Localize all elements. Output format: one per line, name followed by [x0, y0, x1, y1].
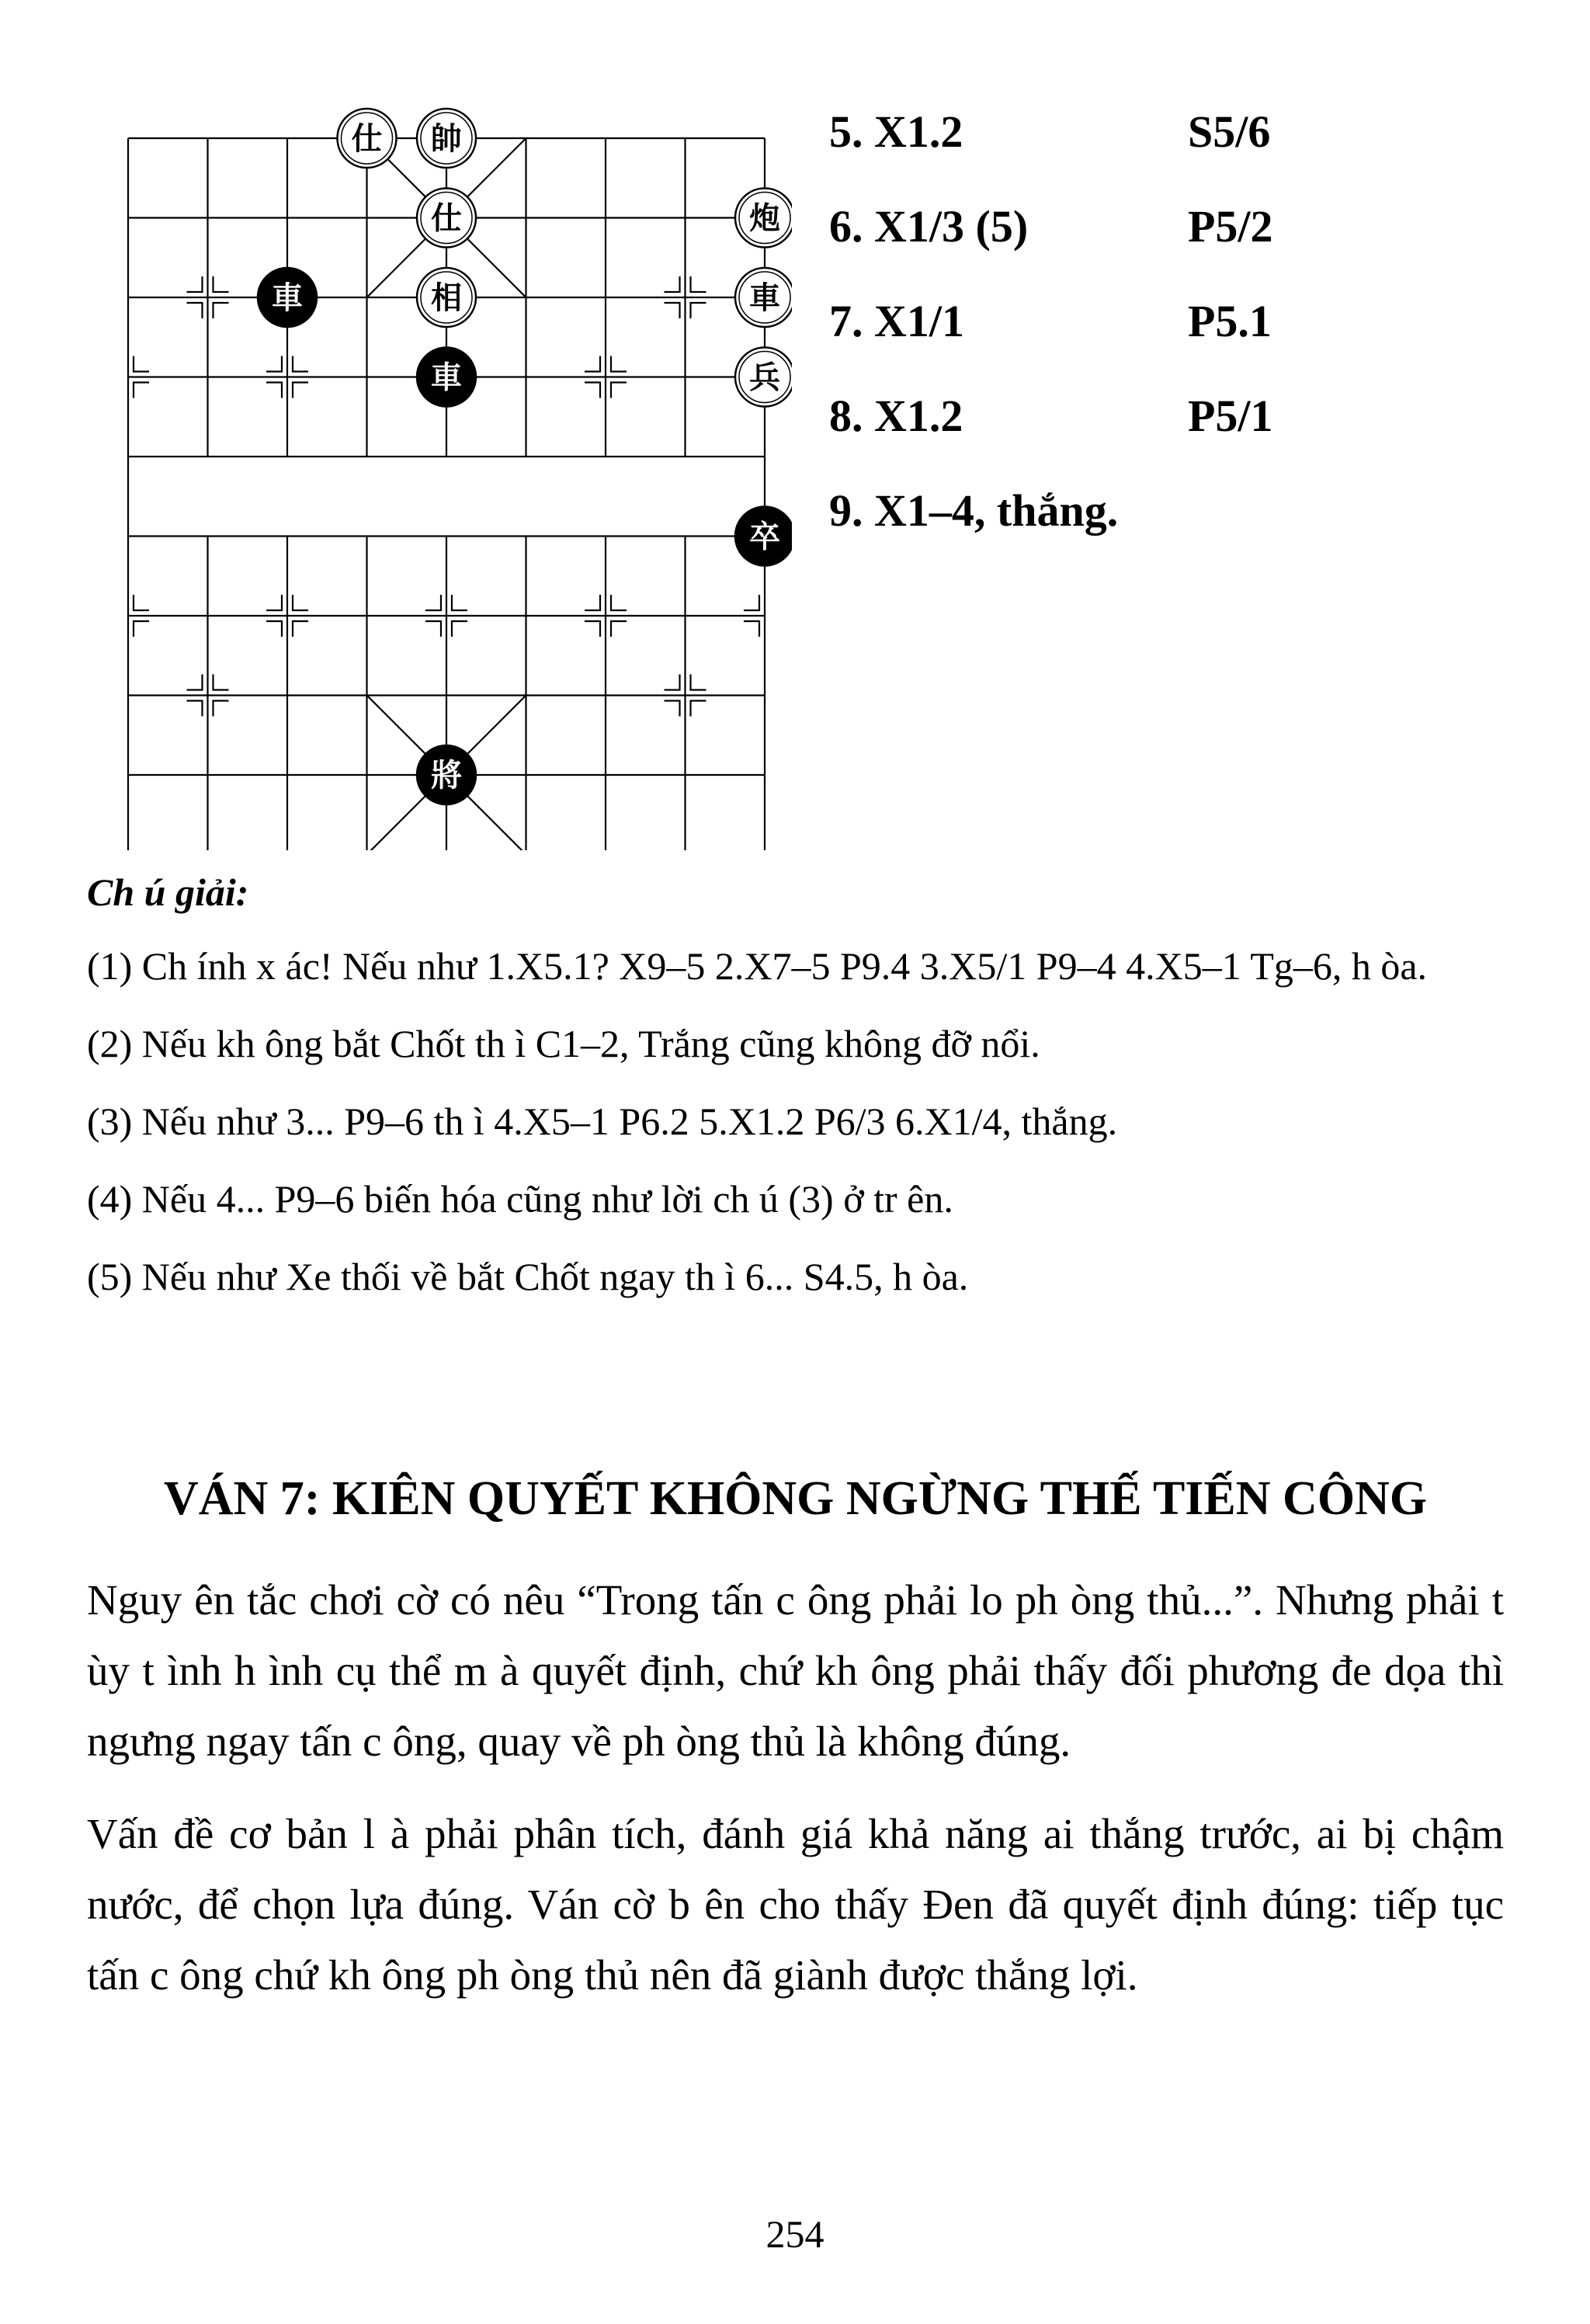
position-marker: [691, 675, 706, 690]
position-marker: [293, 621, 308, 637]
red-move: 5. X1.2: [829, 106, 963, 157]
move-row: [829, 385, 1528, 480]
position-marker: [293, 383, 308, 398]
position-marker: [187, 675, 203, 690]
piece-glyph: 車: [431, 360, 462, 396]
position-marker: [691, 701, 706, 717]
red-move: 9. X1–4, thắng.: [829, 485, 1119, 536]
xiangqi-board: [116, 101, 792, 850]
piece-glyph: 相: [431, 280, 462, 316]
notes-list: [87, 940, 1504, 1328]
body-text: [87, 1565, 1504, 2032]
position-marker: [187, 701, 203, 717]
position-marker: [266, 621, 282, 637]
position-marker: [134, 356, 149, 372]
position-marker: [293, 356, 308, 372]
position-marker: [665, 675, 680, 690]
position-marker: [214, 675, 229, 690]
piece-glyph: 兵: [749, 360, 780, 396]
position-marker: [585, 356, 600, 372]
position-marker: [611, 356, 627, 372]
position-marker: [585, 621, 600, 637]
move-row: [829, 480, 1528, 575]
position-marker: [293, 595, 308, 610]
position-marker: [585, 383, 600, 398]
position-marker: [214, 701, 229, 717]
move-row: [829, 196, 1528, 290]
position-marker: [266, 383, 282, 398]
position-marker: [187, 276, 203, 292]
position-marker: [134, 595, 149, 610]
black-move: P5.1: [1188, 296, 1272, 346]
position-marker: [691, 303, 706, 318]
position-marker: [665, 303, 680, 318]
piece-glyph: 車: [749, 280, 780, 316]
position-marker: [187, 303, 203, 318]
position-marker: [214, 276, 229, 292]
position-marker: [266, 356, 282, 372]
position-marker: [744, 595, 759, 610]
paragraph: Vấn đề cơ bản l à phải phân tích, đánh giá khả năng ai thắng trước, ai bị chậm nước, để chọn lựa đúng. Ván cờ b ên cho thấy Đen đã quyết định đúng: tiếp tục tấn c ông chứ kh ông ph òng thủ nên đã giành được thắng lợi.: [87, 1810, 1504, 1999]
move-row: [829, 101, 1528, 196]
position-marker: [691, 276, 706, 292]
page-number: 254: [765, 2212, 825, 2256]
note-item: (3) Nếu như 3... P9–6 th ì 4.X5–1 P6.2 5.X1.2 P6/3 6.X1/4, thắng.: [87, 1099, 1118, 1143]
piece-glyph: 炮: [749, 200, 780, 237]
red-move: 6. X1/3 (5): [829, 201, 1029, 252]
note-item: (4) Nếu 4... P9–6 biến hóa cũng như lời ch ú (3) ở tr ên.: [87, 1177, 953, 1221]
position-marker: [266, 595, 282, 610]
note-item: (5) Nếu như Xe thối về bắt Chốt ngay th ì 6... S4.5, h òa.: [87, 1255, 969, 1298]
position-marker: [134, 383, 149, 398]
position-marker: [611, 383, 627, 398]
move-row: [829, 290, 1528, 385]
position-marker: [425, 621, 441, 637]
piece-glyph: 仕: [351, 121, 383, 157]
position-marker: [134, 621, 149, 637]
black-move: P5/1: [1188, 391, 1273, 441]
position-marker: [452, 595, 467, 610]
position-marker: [611, 621, 627, 637]
position-marker: [452, 621, 467, 637]
note-item: (2) Nếu kh ông bắt Chốt th ì C1–2, Trắng cũng không đỡ nổi.: [87, 1022, 1040, 1065]
notes-title: Ch ú giải:: [87, 870, 249, 914]
position-marker: [665, 276, 680, 292]
piece-glyph: 帥: [431, 121, 462, 157]
move-list: [829, 101, 1528, 575]
piece-glyph: 卒: [749, 519, 780, 555]
position-marker: [744, 621, 759, 637]
piece-glyph: 車: [272, 280, 303, 316]
position-marker: [585, 595, 600, 610]
piece-glyph: 仕: [431, 200, 462, 237]
section-heading: VÁN 7: KIÊN QUYẾT KHÔNG NGỪNG THẾ TIẾN CÔNG: [163, 1472, 1428, 1525]
red-move: 8. X1.2: [829, 391, 963, 441]
black-move: P5/2: [1188, 201, 1273, 252]
position-marker: [665, 701, 680, 717]
red-move: 7. X1/1: [829, 296, 964, 346]
xiangqi-board-diagram: [116, 101, 792, 850]
position-marker: [214, 303, 229, 318]
paragraph: Nguy ên tắc chơi cờ có nêu “Trong tấn c ông phải lo ph òng thủ...”. Nhưng phải t ùy t ình h ình cụ thể m à quyết định, chứ kh ông phải thấy đối phương đe dọa thì ngưng ngay tấn c ông, quay về ph òng thủ là không đúng.: [87, 1576, 1504, 1765]
position-marker: [611, 595, 627, 610]
piece-glyph: 將: [431, 758, 462, 794]
position-marker: [425, 595, 441, 610]
black-move: S5/6: [1188, 106, 1271, 157]
note-item: (1) Ch ính x ác! Nếu như 1.X5.1? X9–5 2.X7–5 P9.4 3.X5/1 P9–4 4.X5–1 Tg–6, h òa.: [87, 944, 1428, 988]
